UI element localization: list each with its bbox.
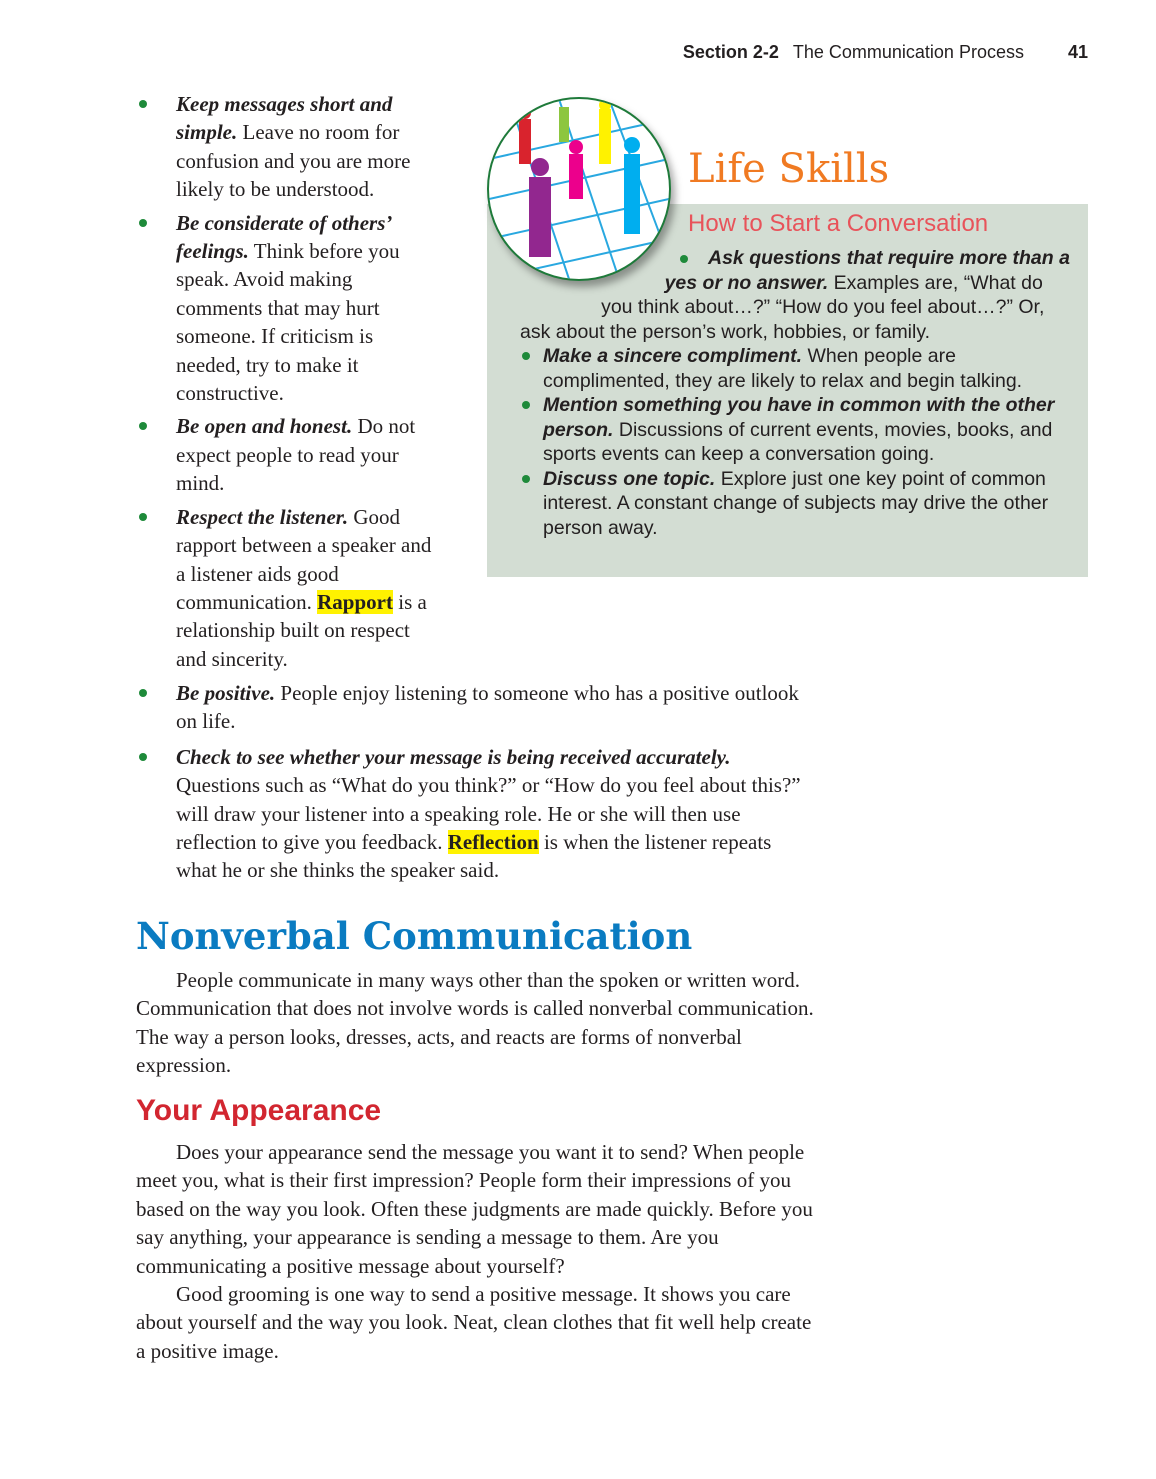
list-item <box>136 90 441 204</box>
appearance-heading: Your Appearance <box>136 1094 382 1127</box>
bullet-lead: Be positive. <box>176 681 276 705</box>
life-skills-title: Life Skills <box>688 146 890 192</box>
life-skills-subtitle: How to Start a Conversation <box>688 210 989 237</box>
bullet-lead: Ask questions that require more than a yes or no answer. <box>664 247 1070 294</box>
bullet-lead: Respect the listener. <box>176 504 349 529</box>
nonverbal-heading: Nonverbal Communication <box>136 914 693 958</box>
paragraph: Does your appearance send the message you want it to send? When people meet you, what is their first impression? People form their impressions of you based on the way you look. Often these judgments are made quickly. Before you say anything, your appearance is sending a message to them. Are you communicating a positive message about yourself? <box>136 1140 813 1278</box>
bullet-text: is when the listener repeats what he or she thinks the speaker said. <box>176 830 772 883</box>
bullet-icon <box>680 255 688 263</box>
bullet-text: Good rapport between a speaker and a listener aids good communication. <box>176 504 432 614</box>
list-item <box>520 467 1075 541</box>
key-term-reflection: Reflection <box>447 830 539 855</box>
bullet-text: Leave no room for confusion and you are more likely to be understood. <box>176 120 411 202</box>
bullet-text: Examples are, “What do you think about…?” “How do you feel about…?” Or, ask about the person’s work, hobbies, or family. <box>520 271 1045 343</box>
bullet-lead: Mention something you have in common with the other person. <box>543 394 1055 441</box>
bullet-lead: Be considerate of others’ feelings. <box>176 210 391 264</box>
page-number: 41 <box>1067 42 1088 62</box>
bullet-lead: Make a sincere compliment. <box>543 345 803 367</box>
list-item <box>136 503 441 673</box>
bullet-lead: Discuss one topic. <box>543 467 716 490</box>
bullet-text: When people are complimented, they are likely to relax and begin talking. <box>543 345 1023 392</box>
bullet-text: is a relationship built on respect and sincerity. <box>176 589 427 671</box>
paragraph: Good grooming is one way to send a positive message. It shows you care about yourself and the way you look. Neat, clean clothes that fit well help create a positive image. <box>136 1282 812 1363</box>
bullet-text: Think before you speak. Avoid making comments that may hurt someone. If criticism is needed, try to make it constructive. <box>176 239 400 406</box>
list-item <box>136 209 441 408</box>
bullet-text: Questions such as “What do you think?” or “How do you feel about this?” will draw your listener into a speaking role. He or she will then use reflection to give you feedback. <box>176 773 801 855</box>
bullet-lead: Keep messages short and simple. <box>176 92 393 145</box>
bullet-text: Explore just one key point of common interest. A constant change of subjects may drive the other person away. <box>543 467 1049 539</box>
life-skills-list <box>520 246 1075 540</box>
left-bullet-list <box>136 90 441 678</box>
bullet-text: People enjoy listening to someone who has a positive outlook on life. <box>176 681 799 734</box>
list-item <box>136 679 816 736</box>
bullet-lead: Check to see whether your message is being received accurately. <box>176 744 731 769</box>
section-number: Section 2-2 <box>682 42 779 62</box>
list-item <box>136 743 816 885</box>
list-item <box>520 393 1075 467</box>
list-item <box>520 246 1075 344</box>
list-item <box>136 412 441 497</box>
nonverbal-paragraph <box>136 966 816 1080</box>
bullet-text: Discussions of current events, movies, books, and sports events can keep a conversation going. <box>543 418 1053 465</box>
bullet-text: Do not expect people to read your mind. <box>176 414 416 496</box>
key-term-rapport: Rapport <box>317 589 393 614</box>
section-title: The Communication Process <box>792 42 1024 62</box>
wide-bullet-list <box>136 679 816 890</box>
bullet-lead: Be open and honest. <box>176 414 353 439</box>
list-item <box>520 344 1075 393</box>
running-header <box>683 42 1088 63</box>
appearance-paragraphs <box>136 1138 816 1365</box>
paragraph: People communicate in many ways other than the spoken or written word. Communication that does not involve words is called nonverbal communication. The way a person looks, dresses, acts, and reacts are forms of nonverbal expression. <box>136 968 814 1078</box>
